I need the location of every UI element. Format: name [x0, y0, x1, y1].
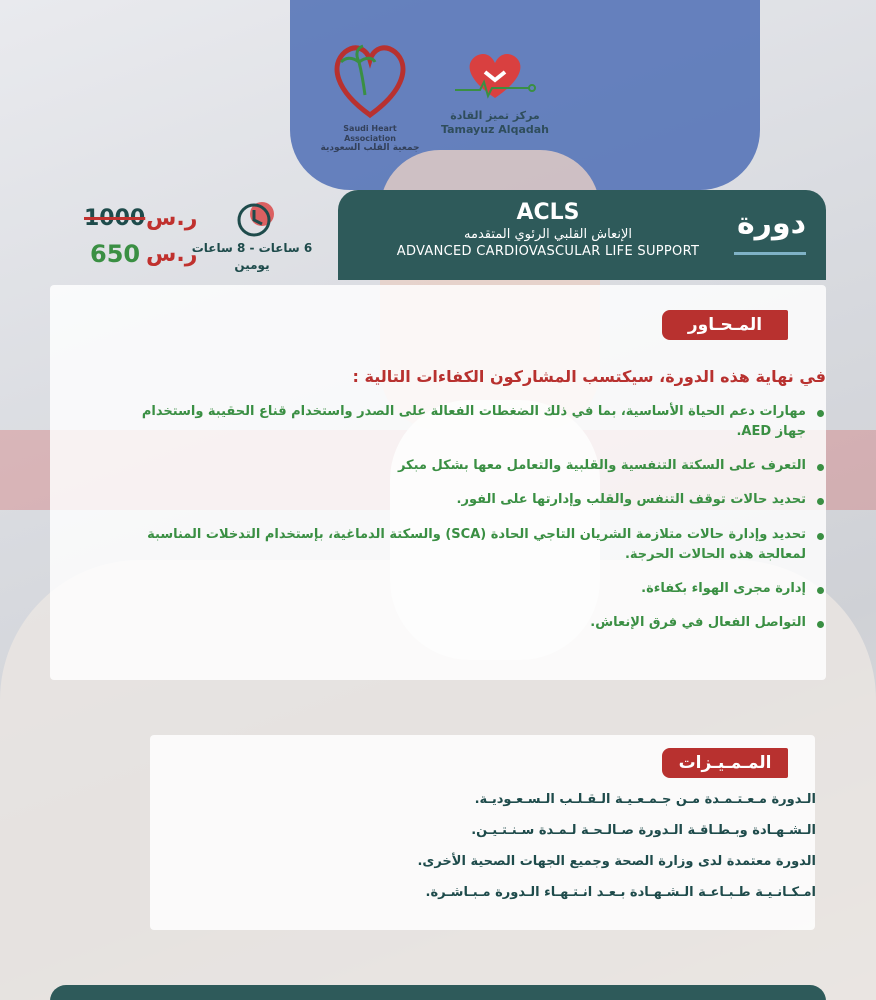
features-list [216, 792, 816, 916]
course-word-underline [734, 252, 806, 255]
currency-symbol-old: ر.س [146, 206, 198, 231]
sha-name-en: Saudi Heart Association [343, 124, 397, 143]
course-title-en: ADVANCED CARDIOVASCULAR LIFE SUPPORT [396, 244, 700, 259]
course-title-ar: الإنعاش القلبي الرئوي المتقدمه [464, 227, 632, 242]
course-title-block [358, 200, 738, 259]
list-item: التواصل الفعال في فرق الإنعاش. [126, 613, 826, 633]
course-header-banner [338, 190, 826, 280]
axes-list [126, 402, 826, 647]
list-item: الـشـهـادة وبـطـاقـة الـدورة صـالـحـة لـمـدة سـنـتـيـن. [471, 822, 816, 838]
new-price: 650 [90, 240, 141, 268]
axes-tag: المـحـاور [662, 310, 788, 340]
duration-hours: 6 ساعات - 8 ساعات [191, 241, 313, 255]
axes-intro: في نهاية هذه الدورة، سيكتسب المشاركون الكفاءات التالية : [352, 367, 826, 386]
list-item: إدارة مجرى الهواء بكفاءة. [126, 579, 826, 599]
list-item: تحديد حالات توقف التنفس والقلب وإدارتها على الفور. [126, 490, 826, 510]
heart-stethoscope-icon [450, 50, 540, 105]
sha-name-ar: جمعية القلب السعودية [320, 143, 420, 154]
course-word: دورة [736, 206, 806, 241]
list-item: امـكـانـيـة طـبـاعـة الـشـهـادة بـعـد انـتـهـاء الـدورة مـبـاشـرة. [425, 884, 816, 900]
clock-icon [234, 198, 276, 240]
course-acronym: ACLS [516, 200, 580, 225]
footer-bar [50, 985, 826, 1000]
duration-text [188, 240, 316, 274]
features-tag: المـمـيـزات [662, 748, 788, 778]
list-item: الـدورة مـعـتـمـدة مـن جـمـعـيـة الـقـلـب الـسـعـوديـة. [474, 792, 816, 807]
heart-palm-icon [325, 40, 415, 120]
list-item: مهارات دعم الحياة الأساسية، بما في ذلك الضغطات الفعالة على الصدر واستخدام قناع الحقيبة واستخدام جهاز AED. [126, 402, 826, 442]
list-item: الدورة معتمدة لدى وزارة الصحة وجميع الجهات الصحية الأخرى. [417, 853, 816, 869]
ta-name-en: Tamayuz Alqadah [441, 123, 549, 137]
saudi-heart-association-logo [320, 40, 420, 160]
list-item: تحديد وإدارة حالات متلازمة الشريان التاجي الحادة (SCA) والسكتة الدماغية، بإستخدام التدخلات المناسبة لمعالجة هذه الحالات الحرجة. [126, 525, 826, 565]
duration-days: يومين [234, 257, 270, 272]
old-price: 1000 [84, 206, 146, 231]
logos [320, 40, 550, 160]
list-item: التعرف على السكتة التنفسية والقلبية والتعامل معها بشكل مبكر [126, 456, 826, 476]
ta-name-ar: مركز تميز القادة [450, 109, 540, 122]
tamayuz-alqadah-logo [440, 50, 550, 160]
currency-symbol-new: ر.س [146, 242, 198, 267]
